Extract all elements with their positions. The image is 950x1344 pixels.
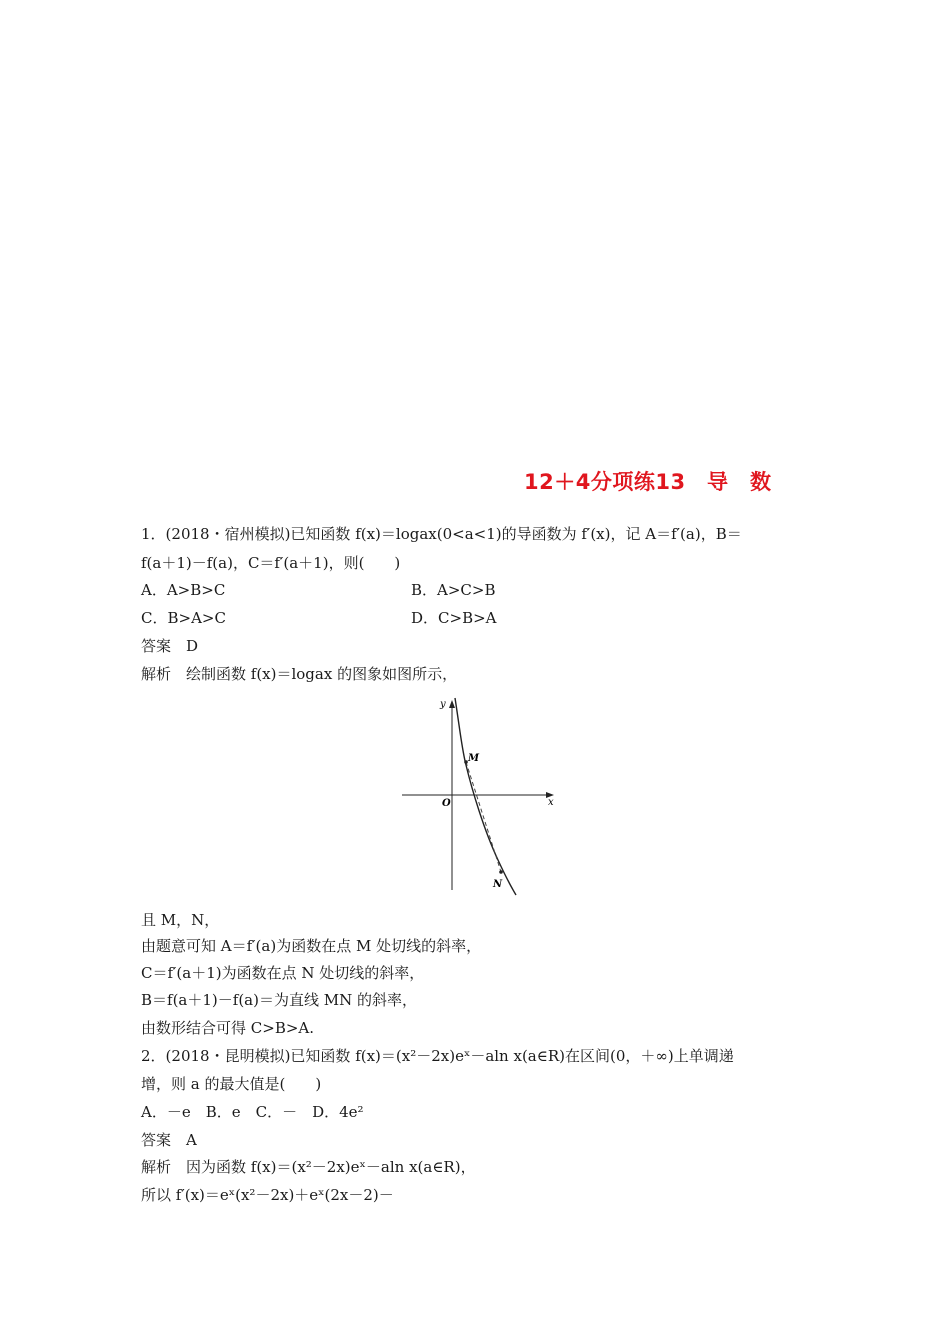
analysis-line-4: B＝f(a＋1)－f(a)＝为直线 MN 的斜率， (141, 991, 417, 1009)
analysis-line-3: C＝f′(a＋1)为函数在点 N 处切线的斜率， (141, 964, 425, 982)
question-2-options: A．－e B．e C．－ D．4e² (141, 1103, 364, 1121)
page-title: 12＋4分项练13 导 数 (524, 470, 772, 494)
question-2-stem-line-1: 2．(2018・昆明模拟)已知函数 f(x)＝(x²－2x)eˣ－aln x(a∈R)在区间(0，＋∞)上单调递 (141, 1047, 734, 1065)
question-2-analysis: 解析 因为函数 f(x)＝(x²－2x)eˣ－aln x(a∈R)， (141, 1158, 476, 1176)
point-n (499, 870, 503, 874)
log-function-graph (398, 690, 560, 900)
y-axis-label: y (440, 699, 446, 710)
point-m-label: M (468, 753, 480, 764)
analysis-line-5: 由数形结合可得 C>B>A. (141, 1019, 315, 1037)
question-1-stem-line-1: 1．(2018・宿州模拟)已知函数 f(x)＝logax(0<a<1)的导函数为 f′(x)，记 A＝f′(a)，B＝ (141, 525, 742, 543)
x-axis-label: x (548, 797, 554, 808)
point-n-label: N (493, 879, 503, 890)
question-1-answer: 答案 D (141, 637, 199, 655)
question-1-stem-line-2: f(a＋1)－f(a)，C＝f′(a＋1)，则( ) (141, 554, 401, 572)
y-axis-arrow-icon (449, 700, 455, 708)
question-2-answer: 答案 A (141, 1131, 197, 1149)
question-2-stem-line-2: 增，则 a 的最大值是( ) (141, 1075, 322, 1093)
question-1-option-a: A．A>B>C (141, 581, 226, 599)
question-1-option-b: B．A>C>B (411, 581, 496, 599)
secant-mn (466, 762, 501, 872)
question-1-option-c: C．B>A>C (141, 609, 226, 627)
origin-label: O (442, 798, 451, 809)
question-1-analysis: 解析 绘制函数 f(x)＝logax 的图象如图所示， (141, 665, 458, 683)
question-1-option-d: D．C>B>A (411, 609, 497, 627)
log-curve (455, 698, 516, 895)
analysis-line-1: 且 M，N， (141, 911, 220, 929)
question-2-derivative: 所以 f′(x)＝eˣ(x²－2x)＋eˣ(2x－2)－ (141, 1186, 394, 1204)
analysis-line-2: 由题意可知 A＝f′(a)为函数在点 M 处切线的斜率， (141, 937, 482, 955)
